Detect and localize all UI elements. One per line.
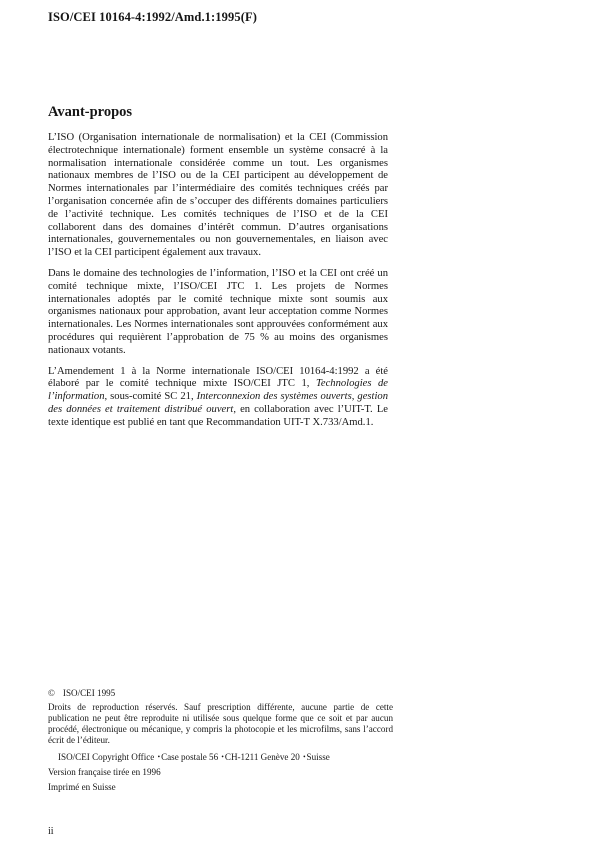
copyright-rights: Droits de reproduction réservés. Sauf prescription différente, aucune partie de cette publication ne peut être reproduite ni utilisée sous quelque forme que ce soit et par aucun procédé, électronique ou mécanique, y compris la photocopie et les microfilms, sans l’accord écrit de l’éditeur. (48, 702, 393, 745)
section-title: Avant-propos (48, 104, 133, 120)
bullet-separator: • (303, 753, 306, 761)
page-number: ii (48, 826, 54, 837)
copyright-postbox: Case postale 56 (161, 752, 219, 762)
amendment-subcommittee-title: Interconnexion des systèmes ouverts, gestion des données et traitement distribué ouvert (48, 391, 389, 415)
paragraph-jtc1: Dans le domaine des technologies de l’information, l’ISO et la CEI ont créé un comité technique mixte, l’ISO/CEI JTC 1. Les projets de Normes internationales adoptés par le comité technique mixte sont soumis aux organismes nationaux pour approbation, avant leur acceptation comme Normes internationales. Les Normes internationales sont approuvées conformément aux procédures qui requièrent l’approbation de 75 % au moins des organismes nationaux votants. (48, 267, 388, 356)
copyright-city: CH-1211 Genève 20 (224, 752, 300, 762)
copyright-block (48, 688, 393, 793)
amendment-text-3: , en collaboration avec l’UIT-T. Le texte identique est publié en tant que Recommandation UIT-T X.733/Amd.1. (48, 403, 388, 428)
bullet-separator: • (221, 753, 224, 761)
paragraph-amendment (48, 366, 388, 430)
foreword-body (48, 132, 388, 438)
bullet-separator: • (157, 753, 161, 761)
copyright-country: Suisse (306, 752, 330, 762)
copyright-symbol: © (48, 688, 55, 698)
copyright-line (48, 688, 393, 699)
paragraph-iso-cei: L’ISO (Organisation internationale de normalisation) et la CEI (Commission électrotechnique internationale) forment ensemble un système consacré à la normalisation internationale considérée comme un tout. Les organismes nationaux membres de l’ISO ou de la CEI participent au développement de Normes internationales par l’intermédiaire des comités techniques créés par l’organisation concernée afin de s’occuper des différents domaines particuliers de l’activité technique. Les comités techniques de l’ISO et de la CEI collaborent dans des domaines d’intérêt commun. D’autres organisations internationales, gouvernementales ou non gouvernementales, en liaison avec l’ISO et la CEI participent également aux travaux. (48, 132, 388, 259)
amendment-text-1: L’Amendement 1 à la Norme internationale ISO/CEI 10164-4:1992 a été élaboré par le comité technique mixte ISO/CEI JTC 1, (48, 365, 388, 390)
version-line: Version française tirée en 1996 (48, 767, 161, 777)
copyright-office: ISO/CEI Copyright Office (58, 752, 155, 762)
printed-line: Imprimé en Suisse (48, 782, 116, 792)
amendment-committee-title: Technologies de l’information (48, 378, 389, 403)
document-reference: ISO/CEI 10164-4:1992/Amd.1:1995(F) (48, 10, 257, 24)
copyright-holder: ISO/CEI 1995 (62, 688, 116, 698)
copyright-address (48, 752, 393, 763)
amendment-text-2: , sous-comité SC 21, (104, 391, 197, 403)
